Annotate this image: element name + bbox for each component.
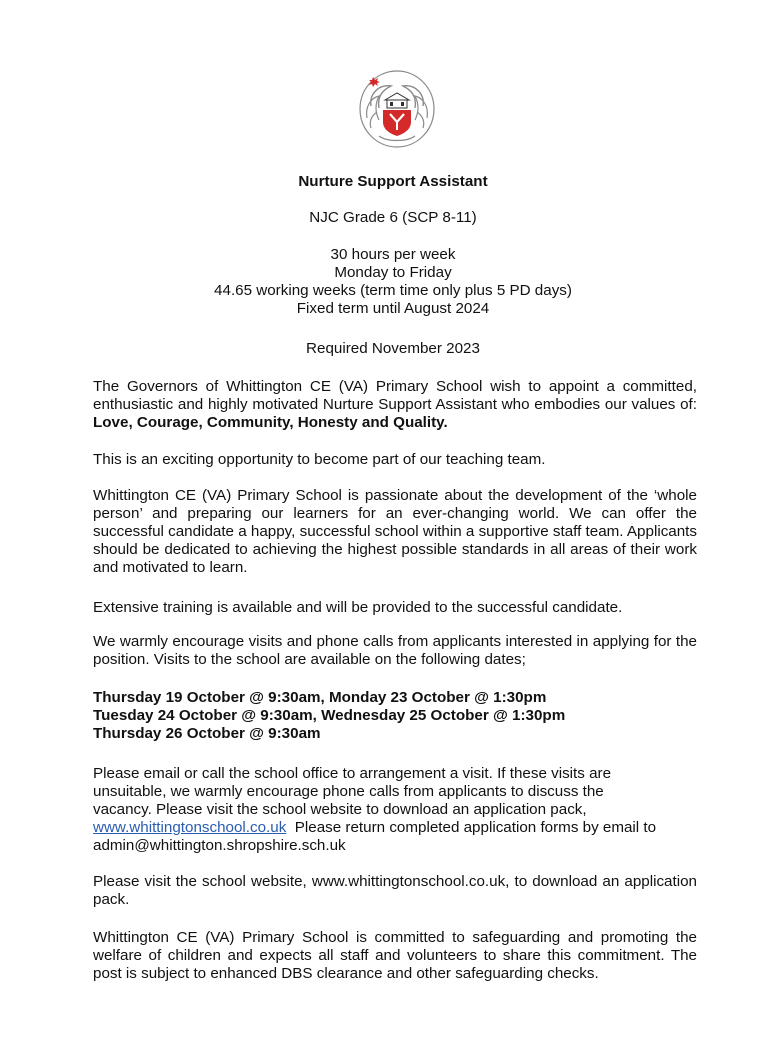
hours-line: Monday to Friday — [334, 264, 452, 281]
intro-text: The Governors of Whittington CE (VA) Primary School wish to appoint a committed, enthusiastic and highly motivated Nurture Support Assistant who embodies our values of: — [93, 378, 697, 413]
school-values: Love, Courage, Community, Honesty and Quality. — [93, 414, 448, 431]
hours-line: 30 hours per week — [330, 246, 456, 263]
contact-line — [93, 819, 697, 837]
job-grade: NJC Grade 6 (SCP 8-11) — [309, 209, 477, 226]
about-paragraph: Whittington CE (VA) Primary School is passionate about the development of the ‘whole person’ and preparing our learners for an ever-changing world. We can offer the successful candidate a happy, successful school within a supportive staff team. Applicants should be dedicated to achieving the highest possible standards in all areas of their work and motivated to learn. — [93, 487, 697, 576]
contact-line: Please email or call the school office to arrangement a visit. If these visits are — [93, 765, 612, 782]
school-crest-logo — [357, 66, 437, 148]
visit-dates — [93, 689, 697, 743]
job-title: Nurture Support Assistant — [298, 173, 488, 190]
hours-line: 44.65 working weeks (term time only plus 5 PD days) — [214, 282, 572, 299]
visit-date-line: Thursday 19 October @ 9:30am, Monday 23 October @ 1:30pm — [93, 689, 547, 706]
website-link[interactable]: www.whittingtonschool.co.uk — [93, 819, 287, 836]
visits-paragraph: We warmly encourage visits and phone calls from applicants interested in applying for the position. Visits to the school are available on the following dates; — [93, 633, 697, 668]
training-paragraph: Extensive training is available and will be provided to the successful candidate. — [93, 599, 623, 616]
required-date: Required November 2023 — [306, 340, 480, 357]
return-text: Please return completed application forms by email to — [286, 819, 657, 836]
hours-line: Fixed term until August 2024 — [296, 300, 490, 317]
contact-paragraph — [93, 765, 697, 855]
safeguarding-paragraph: Whittington CE (VA) Primary School is committed to safeguarding and promoting the welfare of children and expects all staff and volunteers to share this commitment. The post is subject to enhanced DBS clearance and other safeguarding checks. — [93, 929, 697, 982]
working-hours — [93, 246, 693, 318]
contact-line: unsuitable, we warmly encourage phone calls from applicants to discuss the — [93, 783, 604, 800]
visit-date-line: Thursday 26 October @ 9:30am — [93, 725, 321, 742]
email-address: admin@whittington.shropshire.sch.uk — [93, 837, 346, 854]
opportunity-paragraph: This is an exciting opportunity to become part of our teaching team. — [93, 451, 546, 468]
visit-date-line: Tuesday 24 October @ 9:30am, Wednesday 25 October @ 1:30pm — [93, 707, 566, 724]
intro-paragraph — [93, 378, 697, 432]
website-paragraph: Please visit the school website, www.whittingtonschool.co.uk, to download an application pack. — [93, 873, 697, 908]
contact-line: vacancy. Please visit the school website to download an application pack, — [93, 801, 587, 818]
